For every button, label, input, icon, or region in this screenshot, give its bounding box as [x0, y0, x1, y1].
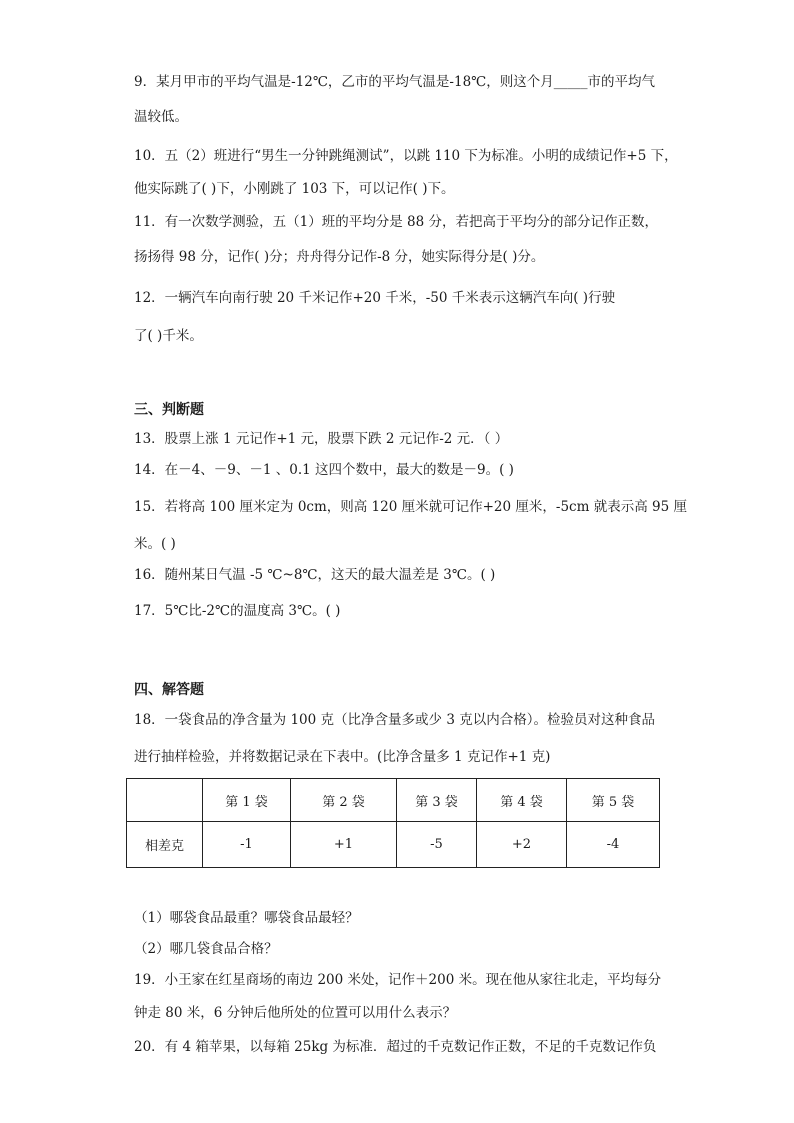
- table-cell: +1: [291, 822, 397, 868]
- q19-line-2: 钟走 80 米，6 分钟后他所处的位置可以用什么表示？: [134, 1005, 457, 1021]
- section-judge-heading: 三、判断题: [134, 402, 204, 418]
- table-cell: -4: [567, 822, 660, 868]
- table-header-cell: 第 2 袋: [291, 779, 397, 822]
- q9-line-2: 温较低。: [134, 109, 188, 125]
- q9-line-1: 9．某月甲市的平均气温是-12℃，乙市的平均气温是-18℃，则这个月_____市的平均气: [134, 74, 656, 90]
- table-cell: -1: [203, 822, 291, 868]
- weight-difference-table: [126, 778, 660, 868]
- q14-line: 14．在－4、－9、－1 、0.1 这四个数中，最大的数是－9。( ): [134, 462, 514, 478]
- table-header-row: [127, 779, 660, 822]
- q15-line-2: 米。( ): [134, 536, 176, 552]
- q11-line-1: 11．有一次数学测验，五（1）班的平均分是 88 分，若把高于平均分的部分记作正数，: [134, 214, 659, 230]
- table-cell: +2: [477, 822, 567, 868]
- q10-line-1: 10．五（2）班进行“男生一分钟跳绳测试”，以跳 110 下为标准。小明的成绩记作+5 下，: [134, 148, 678, 164]
- table-row-label: 相差克: [127, 822, 203, 868]
- table-row: [127, 822, 660, 868]
- q12-line-1: 12．一辆汽车向南行驶 20 千米记作+20 千米，-50 千米表示这辆汽车向( )行驶: [134, 290, 616, 306]
- q18-sub1-line: （1）哪袋食品最重？哪袋食品最轻？: [134, 910, 359, 926]
- q15-line-1: 15．若将高 100 厘米定为 0cm，则高 120 厘米就可记作+20 厘米，-5cm 就表示高 95 厘: [134, 499, 687, 515]
- section-answer-heading: 四、解答题: [134, 682, 204, 698]
- table-cell: -5: [397, 822, 477, 868]
- table-corner-cell: [127, 779, 203, 822]
- q17-line: 17．5℃比-2℃的温度高 3℃。( ): [134, 603, 341, 619]
- q18-sub2-line: （2）哪几袋食品合格？: [134, 941, 278, 957]
- q10-line-2: 他实际跳了( )下，小刚跳了 103 下，可以记作( )下。: [134, 181, 455, 197]
- q12-line-2: 了( )千米。: [134, 328, 203, 344]
- q20-line-1: 20．有 4 箱苹果，以每箱 25kg 为标准．超过的千克数记作正数，不足的千克数记作负: [134, 1039, 657, 1055]
- q11-line-2: 扬扬得 98 分，记作( )分；舟舟得分记作-8 分，她实际得分是( )分。: [134, 249, 545, 265]
- q18-line-2: 进行抽样检验，并将数据记录在下表中。(比净含量多 1 克记作+1 克): [134, 749, 551, 765]
- q16-line: 16．随州某日气温 -5 ℃~8℃，这天的最大温差是 3℃。( ): [134, 567, 496, 583]
- table-header-cell: 第 4 袋: [477, 779, 567, 822]
- q13-line: 13．股票上涨 1 元记作+1 元，股票下跌 2 元记作-2 元．（ ）: [134, 431, 509, 447]
- q19-line-1: 19．小王家在红星商场的南边 200 米处，记作＋200 米。现在他从家往北走，平均每分: [134, 972, 662, 988]
- table-header-cell: 第 1 袋: [203, 779, 291, 822]
- table-header-cell: 第 5 袋: [567, 779, 660, 822]
- table-header-cell: 第 3 袋: [397, 779, 477, 822]
- q18-line-1: 18．一袋食品的净含量为 100 克（比净含量多或少 3 克以内合格）。检验员对这种食品: [134, 712, 655, 728]
